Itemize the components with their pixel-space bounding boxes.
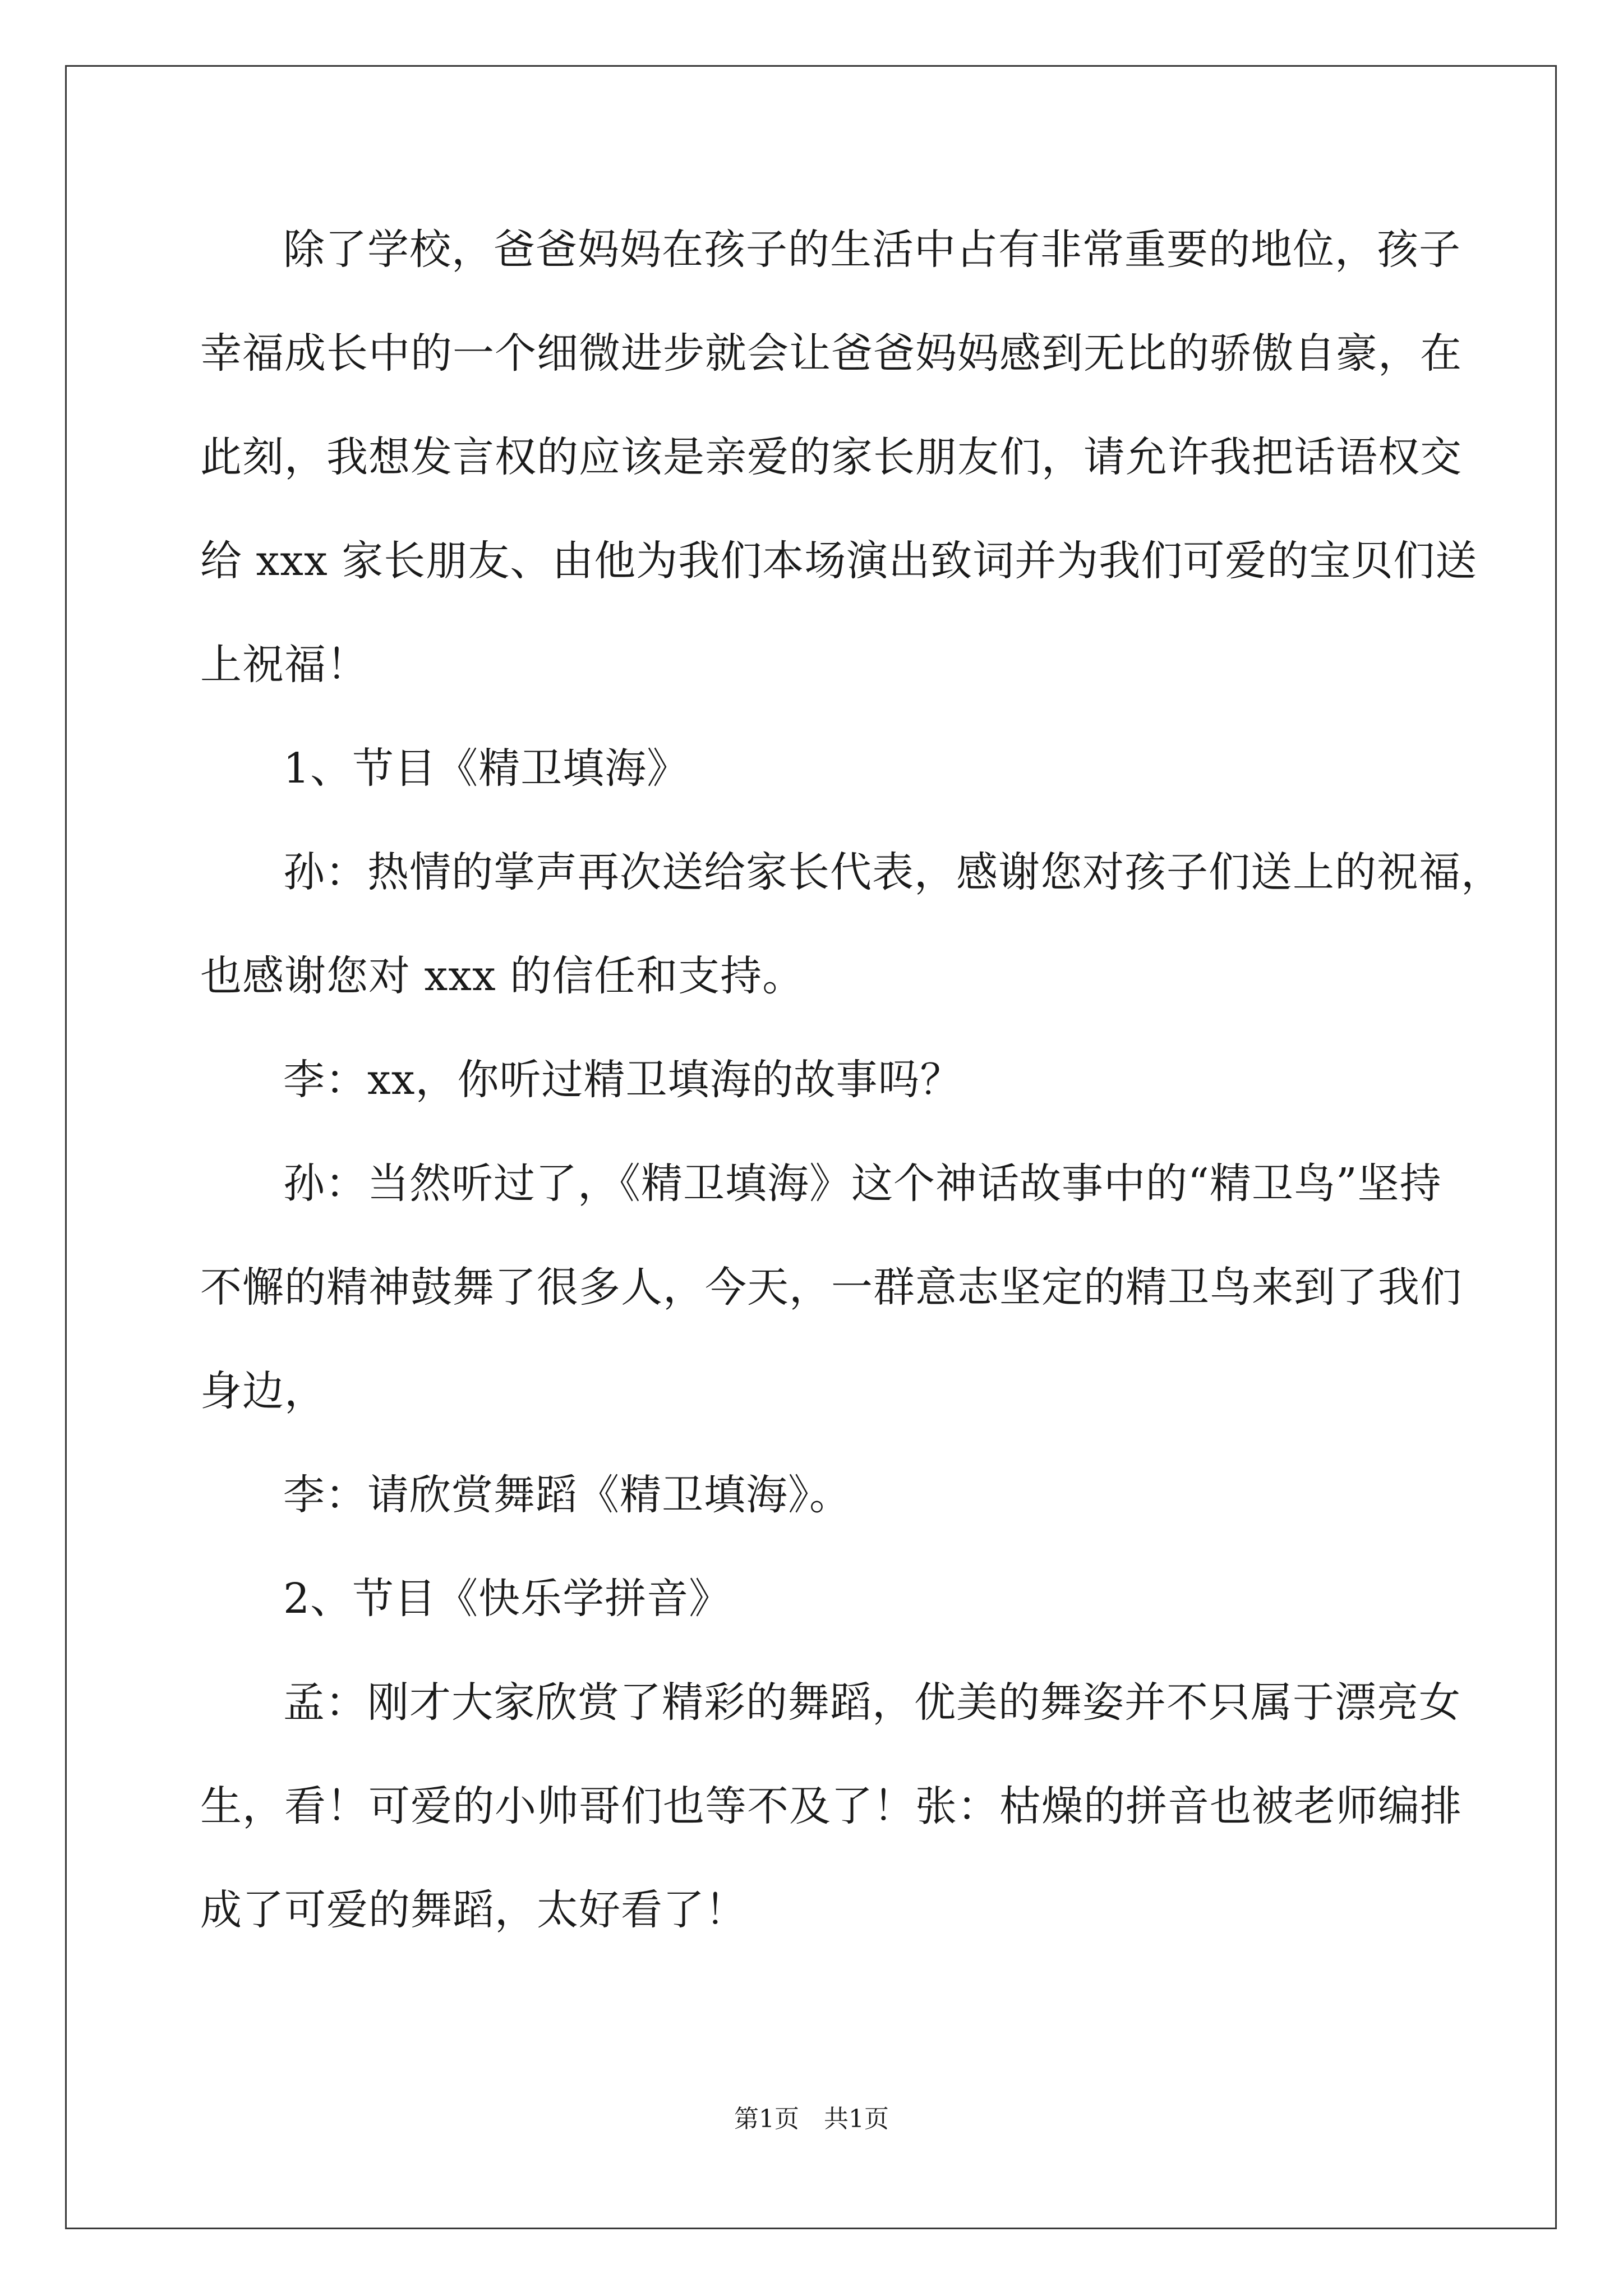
paragraph-line: 幸福成长中的一个细微进步就会让爸爸妈妈感到无比的骄傲自豪，在 (200, 329, 1462, 378)
page-number-footer: 第1页 共1页 (734, 2105, 889, 2133)
paragraph-line: 身边， (200, 1367, 326, 1415)
paragraph-line: 孟：刚才大家欣赏了精彩的舞蹈，优美的舞姿并不只属于漂亮女 (283, 1678, 1461, 1727)
paragraph-line: 上祝福！ (200, 641, 368, 689)
paragraph-line: 生，看！可爱的小帅哥们也等不及了！张：枯燥的拼音也被老师编排 (200, 1782, 1462, 1830)
paragraph-line: 给 xxx 家长朋友、由他为我们本场演出致词并为我们可爱的宝贝们送 (200, 537, 1478, 585)
paragraph-line: 李：请欣赏舞蹈《精卫填海》。 (283, 1471, 851, 1519)
paragraph-line: 孙：热情的掌声再次送给家长代表，感谢您对孩子们送上的祝福， (283, 848, 1503, 896)
program-heading: 1、节目《精卫填海》 (283, 744, 689, 793)
paragraph-line: 李：xx，你听过精卫填海的故事吗？ (283, 1056, 962, 1104)
paragraph-line: 成了可爱的舞蹈，太好看了！ (200, 1886, 747, 1934)
paragraph-line: 此刻，我想发言权的应该是亲爱的家长朋友们，请允许我把话语权交 (200, 433, 1462, 481)
paragraph-line: 孙：当然听过了，《精卫填海》这个神话故事中的“精卫鸟”坚持 (283, 1159, 1442, 1208)
program-heading: 2、节目《快乐学拼音》 (283, 1575, 731, 1623)
paragraph-line: 不懈的精神鼓舞了很多人，今天，一群意志坚定的精卫鸟来到了我们 (200, 1263, 1462, 1312)
paragraph-line: 也感谢您对 xxx 的信任和支持。 (200, 952, 805, 1000)
paragraph-line: 除了学校，爸爸妈妈在孩子的生活中占有非常重要的地位，孩子 (283, 226, 1461, 274)
